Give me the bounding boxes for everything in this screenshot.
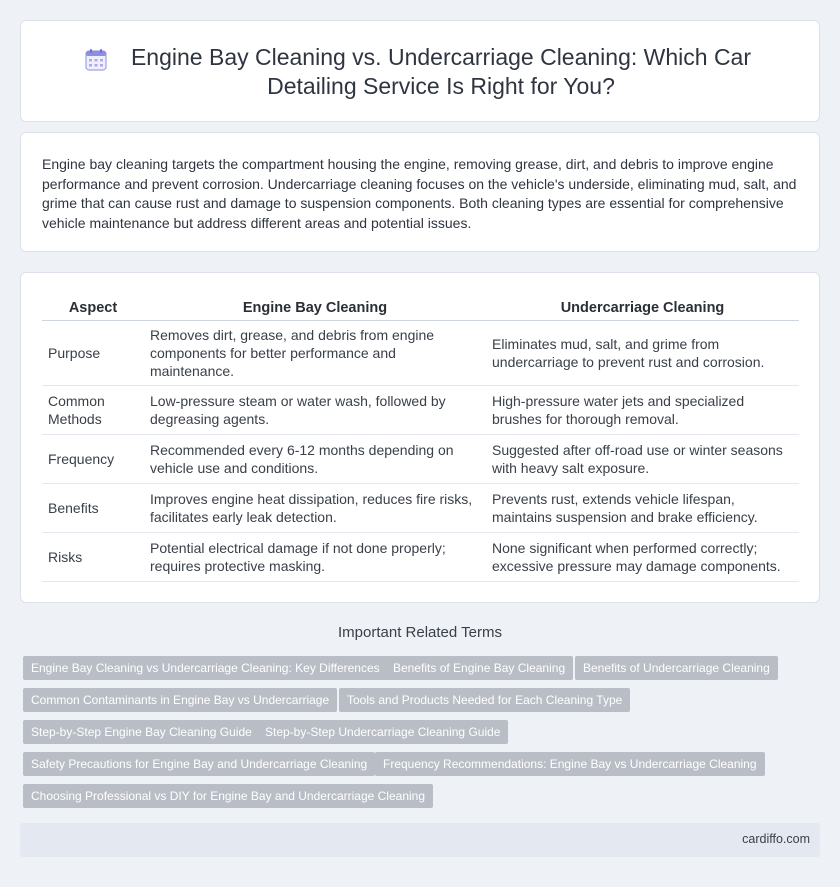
related-tag[interactable]: Choosing Professional vs DIY for Engine Bay and Undercarriage Cleaning <box>23 784 433 808</box>
row-engine-bay: Recommended every 6-12 months depending on vehicle use and conditions. <box>144 435 486 484</box>
header-undercarriage: Undercarriage Cleaning <box>486 295 799 321</box>
table-header-row <box>42 295 799 321</box>
row-undercarriage: High-pressure water jets and specialized brushes for thorough removal. <box>486 386 799 435</box>
intro-card <box>20 132 820 252</box>
row-undercarriage: None significant when performed correctly; excessive pressure may damage components. <box>486 533 799 582</box>
table-row <box>42 386 799 435</box>
row-undercarriage: Suggested after off-road use or winter seasons with heavy salt exposure. <box>486 435 799 484</box>
related-tag[interactable]: Safety Precautions for Engine Bay and Undercarriage Cleaning <box>23 752 375 776</box>
table-row <box>42 533 799 582</box>
related-tag[interactable]: Step-by-Step Undercarriage Cleaning Guide <box>257 720 508 744</box>
row-engine-bay: Improves engine heat dissipation, reduces fire risks, facilitates early leak detection. <box>144 484 486 533</box>
related-tag[interactable]: Benefits of Engine Bay Cleaning <box>385 656 573 680</box>
row-aspect: Risks <box>42 533 144 582</box>
row-aspect: Common Methods <box>42 386 144 435</box>
row-engine-bay: Low-pressure steam or water wash, followed by degreasing agents. <box>144 386 486 435</box>
row-aspect: Frequency <box>42 435 144 484</box>
table-row <box>42 484 799 533</box>
related-tag[interactable]: Benefits of Undercarriage Cleaning <box>575 656 778 680</box>
comparison-card <box>20 272 820 603</box>
table-row <box>42 435 799 484</box>
row-undercarriage: Eliminates mud, salt, and grime from undercarriage to prevent rust and corrosion. <box>486 321 799 386</box>
comparison-table <box>42 295 799 582</box>
row-engine-bay: Potential electrical damage if not done properly; requires protective masking. <box>144 533 486 582</box>
table-row <box>42 321 799 386</box>
header-aspect: Aspect <box>42 295 144 321</box>
row-undercarriage: Prevents rust, extends vehicle lifespan, maintains suspension and brake efficiency. <box>486 484 799 533</box>
related-terms-title: Important Related Terms <box>338 624 502 641</box>
footer-site[interactable]: cardiffo.com <box>742 832 810 846</box>
header-engine-bay: Engine Bay Cleaning <box>144 295 486 321</box>
row-engine-bay: Removes dirt, grease, and debris from engine components for better performance and maintenance. <box>144 321 486 386</box>
related-tag[interactable]: Step-by-Step Engine Bay Cleaning Guide <box>23 720 260 744</box>
related-tag[interactable]: Tools and Products Needed for Each Cleaning Type <box>339 688 630 712</box>
related-tag[interactable]: Engine Bay Cleaning vs Undercarriage Cleaning: Key Differences <box>23 656 388 680</box>
row-aspect: Purpose <box>42 321 144 386</box>
page-title: Engine Bay Cleaning vs. Undercarriage Cleaning: Which Car Detailing Service Is Right for You? <box>130 44 752 99</box>
related-tag[interactable]: Frequency Recommendations: Engine Bay vs Undercarriage Cleaning <box>375 752 765 776</box>
related-tag[interactable]: Common Contaminants in Engine Bay vs Undercarriage <box>23 688 337 712</box>
row-aspect: Benefits <box>42 484 144 533</box>
footer <box>20 823 820 857</box>
intro-paragraph: Engine bay cleaning targets the compartment housing the engine, removing grease, dirt, and debris to improve engine performance and prevent corrosion. Undercarriage cleaning focuses on the vehicle's underside, eliminating mud, salt, and grime that can cause rust and damage to suspension components. Both cleaning types are essential for comprehensive vehicle maintenance but address different areas and potential issues. <box>42 156 797 231</box>
title-card <box>20 20 820 122</box>
